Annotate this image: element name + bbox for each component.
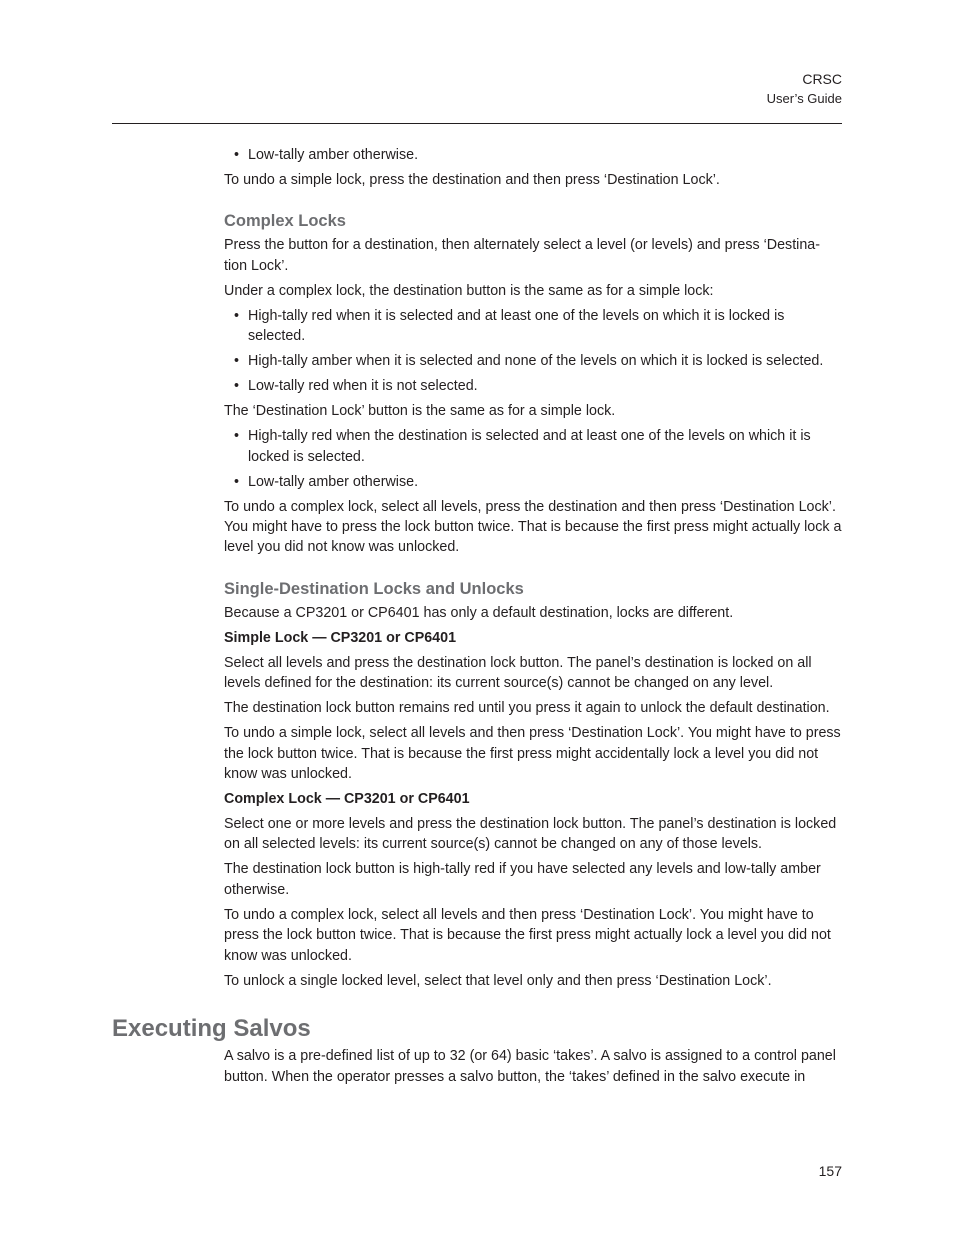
paragraph: To undo a complex lock, select all levels and then press ‘Destination Lock’. You might have to press the lock button twice. That is because the first press might actually lock a level you did not know was unlocked. bbox=[224, 906, 831, 964]
section-heading-executing-salvos: Executing Salvos bbox=[112, 1015, 311, 1043]
list-item: • Low-tally amber otherwise. bbox=[224, 472, 842, 492]
section-heading-complex-locks: Complex Locks bbox=[224, 212, 346, 231]
bullet-list bbox=[224, 426, 842, 492]
paragraph: A salvo is a pre-defined list of up to 32 (or 64) basic ‘takes’. A salvo is assigned to a control panel button. When the operator presses a salvo button, the ‘takes’ defined in the salvo execute in bbox=[224, 1048, 836, 1085]
product-name: CRSC bbox=[802, 71, 842, 87]
bullet-icon: • bbox=[234, 307, 240, 324]
bullet-list bbox=[224, 306, 842, 397]
paragraph: To undo a simple lock, select all levels and then press ‘Destination Lock’. You might have to press the lock button twice. That is because the first press might accidentally lock a level you did not know was unlocked. bbox=[224, 725, 841, 783]
bullet-icon: • bbox=[234, 378, 240, 395]
list-item: • Low-tally red when it is not selected. bbox=[224, 376, 842, 396]
bullet-icon: • bbox=[234, 147, 240, 163]
paragraph: Select all levels and press the destination lock button. The panel’s destination is locked on all levels defined for the destination: its current source(s) cannot be changed on any level. bbox=[224, 654, 812, 692]
bullet-icon: • bbox=[234, 473, 240, 490]
paragraph: The destination lock button remains red until you press it again to unlock the default destination. bbox=[224, 700, 830, 717]
guide-title: User’s Guide bbox=[766, 91, 842, 106]
bullet-icon: • bbox=[234, 353, 240, 370]
paragraph: Press the button for a destination, then alternately select a level (or levels) and press ‘Destina-tion Lock’. bbox=[224, 237, 821, 274]
paragraph: Select one or more levels and press the destination lock button. The panel’s destination is locked on all selected levels: its current source(s) cannot be changed on any of those levels. bbox=[224, 816, 837, 853]
paragraph: The ‘Destination Lock’ button is the same as for a simple lock. bbox=[224, 403, 616, 420]
paragraph: Because a CP3201 or CP6401 has only a default destination, locks are different. bbox=[224, 604, 734, 621]
subheading-simple-lock: Simple Lock — CP3201 or CP6401 bbox=[224, 629, 457, 646]
paragraph: To unlock a single locked level, select that level only and then press ‘Destination Lock’. bbox=[224, 972, 772, 989]
page-header bbox=[767, 70, 842, 108]
intro-bullet-list bbox=[224, 145, 842, 165]
list-item: • High-tally red when it is selected and at least one of the levels on which it is locked is selected. bbox=[234, 307, 785, 345]
subheading-complex-lock: Complex Lock — CP3201 or CP6401 bbox=[224, 791, 470, 808]
page-content bbox=[112, 145, 842, 1092]
section-heading-single-destination: Single-Destination Locks and Unlocks bbox=[224, 579, 524, 598]
page-number: 157 bbox=[818, 1163, 842, 1179]
paragraph: The destination lock button is high-tally red if you have selected any levels and low-tally amber otherwise. bbox=[224, 861, 821, 898]
list-item: • Low-tally amber otherwise. bbox=[224, 145, 842, 165]
paragraph: Under a complex lock, the destination button is the same as for a simple lock: bbox=[224, 282, 714, 299]
header-rule bbox=[112, 123, 842, 124]
paragraph: To undo a complex lock, select all levels, press the destination and then press ‘Destination Lock’. You might have to press the lock button twice. That is because the first press might actually lock a level you did not know was unlocked. bbox=[224, 498, 842, 556]
list-item: • High-tally amber when it is selected and none of the levels on which it is locked is selected. bbox=[224, 351, 842, 371]
paragraph: To undo a simple lock, press the destination and then press ‘Destination Lock’. bbox=[224, 172, 720, 188]
bullet-icon: • bbox=[234, 428, 240, 445]
list-item: • High-tally red when the destination is selected and at least one of the levels on which it is locked is selected. bbox=[234, 428, 811, 465]
